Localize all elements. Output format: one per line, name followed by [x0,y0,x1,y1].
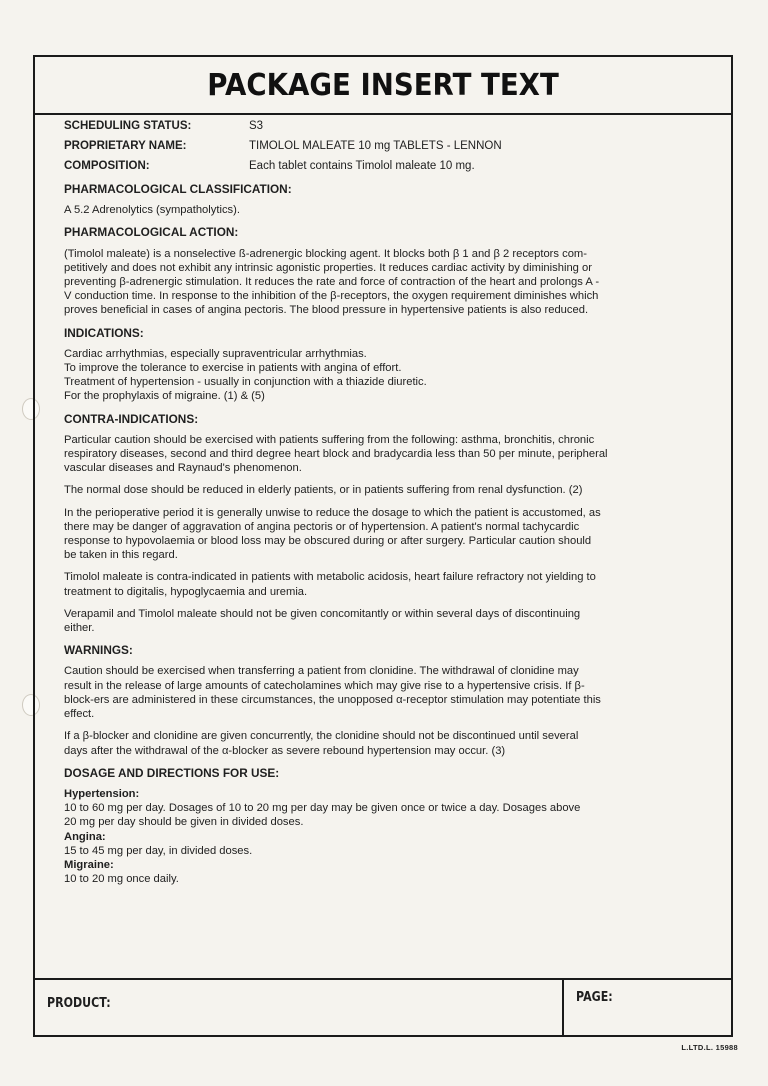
contra-paragraph-4 [64,570,709,598]
section-heading-warnings: WARNINGS: [64,643,133,658]
text-line: 10 to 60 mg per day. Dosages of 10 to 20 mg per day may be given once or twice a day. Dosages above [64,802,581,815]
subheading-angina: Angina: [64,830,106,843]
text-line: To improve the tolerance to exercise in patients with angina of effort. [64,362,402,375]
text-line: there may be danger of aggravation of angina pectoris or of hypertension. A patient's normal tachycardic [64,520,580,533]
text-line: The normal dose should be reduced in elderly patients, or in patients suffering from renal dysfunction. (2) [64,484,583,497]
text-line: petitively and does not exhibit any intrinsic agonistic properties. It reduces cardiac activity by diminishing or [64,261,592,274]
field-label: PROPRIETARY NAME: [64,139,187,152]
warnings-paragraph-2 [64,729,709,757]
text-line: Treatment of hypertension - usually in conjunction with a thiazide diuretic. [64,376,427,389]
page-label: PAGE: [576,990,613,1005]
dosage-block [64,787,709,886]
footer-box [35,978,731,1035]
section-heading-indications: INDICATIONS: [64,325,144,340]
field-composition [64,156,709,176]
section-heading-dosage: DOSAGE AND DIRECTIONS FOR USE: [64,765,280,780]
text-line: result in the release of large amounts of catecholamines which may give rise to a hypertensive crisis. If β- [64,679,585,692]
classification-text: A 5.2 Adrenolytics (sympatholytics). [64,204,240,217]
text-line: 20 mg per day should be given in divided doses. [64,816,304,829]
field-value: S3 [249,119,264,132]
text-line: Verapamil and Timolol maleate should not be given concomitantly or within several days of discontinuing [64,607,581,620]
contra-paragraph-5 [64,607,709,635]
indications-paragraph [64,347,709,404]
text-line: be taken in this regard. [64,549,178,562]
text-line: response to hypovolaemia or blood loss may be obscured during or after surgery. Particular caution should [64,535,592,548]
text-line: Cardiac arrhythmias, especially supraventricular arrhythmias. [64,347,367,360]
field-value: Each tablet contains Timolol maleate 10 mg. [249,159,475,172]
insert-content [64,116,709,886]
section-heading-action: PHARMACOLOGICAL ACTION: [64,225,239,240]
section-heading-contra-indications: CONTRA-INDICATIONS: [64,411,199,426]
text-line: preventing β-adrenergic stimulation. It reduces the rate and force of contraction of the heart and prolongs A - [64,276,600,289]
subheading-hypertension: Hypertension: [64,787,140,800]
field-label: COMPOSITION: [64,159,150,172]
contra-paragraph-2 [64,483,709,497]
text-line: (Timolol maleate) is a nonselective ß-adrenergic blocking agent. It blocks both β 1 and β 2 receptors com- [64,247,587,260]
text-line: If a β-blocker and clonidine are given concurrently, the clonidine should not be discontinued until several [64,730,579,743]
text-line: 10 to 20 mg once daily. [64,873,179,886]
text-line: either. [64,622,95,635]
footer-divider [562,980,564,1035]
text-line: treatment to digitalis, hypoglycaemia and uremia. [64,585,308,598]
warnings-paragraph-1 [64,664,709,721]
text-line: respiratory diseases, second and third degree heart block and bradycardia less than 50 per minute, peripheral [64,448,608,461]
subheading-migraine: Migraine: [64,858,114,871]
page-title: PACKAGE INSERT TEXT [207,67,559,103]
title-box [35,57,731,115]
contra-paragraph-3 [64,506,709,563]
text-line: days after the withdrawal of the α-blocker as severe rebound hypertension may occur. (3) [64,744,506,757]
text-line: proves beneficial in cases of angina pectoris. The blood pressure in hypertensive patients is also reduced. [64,304,589,317]
text-line: In the perioperative period it is generally unwise to reduce the dosage to which the patient is accustomed, as [64,506,601,519]
contra-paragraph-1 [64,433,709,476]
section-heading-classification: PHARMACOLOGICAL CLASSIFICATION: [64,182,292,196]
field-proprietary-name [64,136,709,156]
insert-form [33,55,733,1037]
form-code: L.LTD.L. 15988 [681,1043,738,1052]
field-scheduling-status [64,116,709,136]
text-line: vascular diseases and Raynaud's phenomenon. [64,462,302,475]
field-label: SCHEDULING STATUS: [64,119,192,132]
text-line: effect. [64,708,95,721]
text-line: Caution should be exercised when transferring a patient from clonidine. The withdrawal of clonidine may [64,665,579,678]
field-value: TIMOLOL MALEATE 10 mg TABLETS - LENNON [249,139,502,152]
text-line: block-ers are administered in these circumstances, the unopposed α-receptor stimulation may potentiate this [64,693,601,706]
action-paragraph [64,247,709,318]
text-line: V conduction time. In response to the inhibition of the β-receptors, the oxygen requirement diminishes which [64,290,599,303]
text-line: Timolol maleate is contra-indicated in patients with metabolic acidosis, heart failure refractory not yielding to [64,571,596,584]
text-line: For the prophylaxis of migraine. (1) & (5) [64,390,265,403]
text-line: Particular caution should be exercised with patients suffering from the following: asthma, bronchitis, chronic [64,433,595,446]
text-line: 15 to 45 mg per day, in divided doses. [64,844,253,857]
product-label: PRODUCT: [47,996,111,1011]
